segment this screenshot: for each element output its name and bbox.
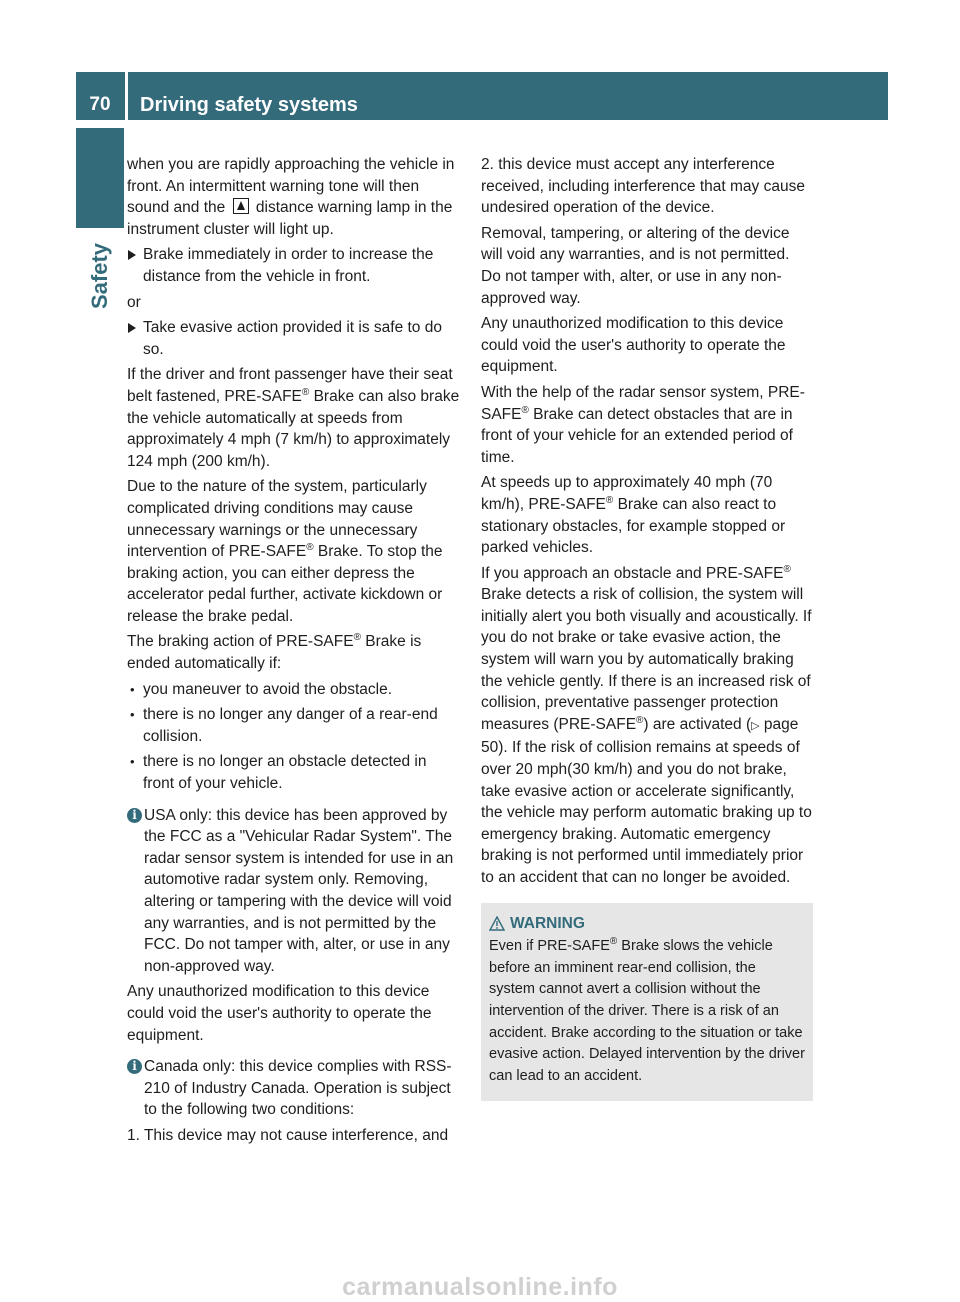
list-item [127, 704, 461, 747]
text: distance warning lamp in the instrument cluster will light up. [127, 199, 453, 238]
text: Brake slows the vehicle before an imminent rear-end collision, the system cannot avert a collision without the intervention of the driver. There is a risk of an accident. Brake according to the situation or take evasive action. Delayed intervention by the driver can lead to an accident. [489, 938, 805, 1084]
step-arrow-icon [128, 250, 136, 260]
page-reference-link[interactable]: page 50 [481, 715, 799, 757]
registered-mark: ® [609, 936, 618, 948]
info-note [127, 805, 461, 978]
text: Brake is ended automatically if: [127, 633, 422, 673]
info-icon: i [127, 1059, 142, 1074]
text: Brake can also brake the vehicle automatically at speeds from approximately 4 mph (7 km/h) to approximately 124 mph (200 km/h). [127, 387, 460, 470]
paragraph [481, 472, 813, 558]
page-number: 70 [89, 94, 111, 115]
registered-mark: ® [353, 632, 361, 644]
info-icon: i [127, 808, 142, 823]
registered-mark: ® [636, 714, 644, 726]
warning-header [489, 913, 805, 935]
right-column [481, 154, 813, 1101]
text: The braking action of PRE-SAFE [127, 633, 354, 651]
left-column [127, 154, 461, 1151]
text: Brake can detect obstacles that are in front of your vehicle for an extended period of time. [481, 405, 793, 466]
step-text: Brake immediately in order to increase the distance from the vehicle in front. [143, 246, 434, 285]
note-paragraph: 1. This device may not cause interference, and [127, 1126, 449, 1144]
text: Brake. To stop the braking action, you can either depress the accelerator pedal further, activate kickdown or release the brake pedal. [127, 543, 443, 625]
list-item-text: you maneuver to avoid the obstacle. [143, 680, 393, 698]
text: With the help of the radar sensor system, PRE-SAFE [481, 383, 805, 423]
bullet-icon: • [130, 681, 135, 697]
note-paragraph: Removal, tampering, or altering of the device will void any warranties, and is not permitted. Do not tamper with, alter, or use in any non-approved way. [481, 224, 790, 307]
footer-watermark: carmanualsonline.info [342, 1272, 618, 1301]
warning-triangle-icon [489, 916, 505, 931]
paragraph [127, 476, 461, 627]
paragraph [481, 382, 813, 468]
side-tab [76, 228, 124, 323]
text: Brake can also react to stationary obstacles, for example stopped or parked vehicles. [481, 495, 786, 557]
list-item [127, 751, 461, 794]
bullet-icon: • [130, 707, 135, 723]
step-item [127, 244, 461, 287]
registered-mark: ® [605, 494, 614, 506]
warning-box [481, 903, 813, 1102]
text: Brake detects a risk of collision, the system will initially alert you both visually and acoustically. If you do not brake or take evasive action, the system will warn you by automatically braking the vehicle gently. If there is an increased risk of collision, preventative passenger protection measures (PRE-SAFE [481, 586, 812, 733]
registered-mark: ® [521, 404, 529, 416]
note-text: USA only: this device has been approved by the FCC as a "Vehicular Radar System". The radar sensor system is intended for use in an automotive radar system only. Removing, altering or tampering with the device will void any warranties, and is not permitted by the FCC. Do not tamper with, alter, or use in any non-approved way. [144, 806, 454, 975]
text: when you are rapidly approaching the vehicle in front. An intermittent warning tone will then sound and the [127, 156, 455, 217]
text: ). If the risk of collision remains at speeds of over 20 mph(30 km/h) and you do not brake, take evasive action or accelerate significantly, the vehicle may perform automatic braking up to emergency braking. Automatic emergency braking is not performed until immediately prior to an accident that can no longer be avoided. [481, 739, 812, 886]
or-text: or [127, 293, 141, 311]
warning-title: WARNING [510, 914, 585, 932]
list-item [127, 679, 461, 701]
note-paragraph: Any unauthorized modification to this device could void the user's authority to operate the equipment. [481, 315, 786, 376]
registered-mark: ® [783, 563, 791, 575]
warning-text [489, 936, 805, 1087]
registered-mark: ® [301, 386, 310, 398]
text: Due to the nature of the system, particularly complicated driving conditions may cause unnecessary warnings or the unnecessary intervention of PRE-SAFE [127, 478, 427, 561]
text: ) are activated ( [643, 715, 752, 733]
text: If the driver and front passenger have their seat belt fastened, PRE-SAFE [127, 366, 453, 405]
paragraph [481, 563, 813, 889]
distance-warning-lamp-icon [233, 198, 249, 214]
list-item-text: there is no longer an obstacle detected in front of your vehicle. [143, 753, 427, 793]
bullet-icon: • [130, 754, 135, 770]
step-text: Take evasive action provided it is safe to do so. [143, 319, 442, 358]
info-note [127, 1056, 461, 1121]
note-text: Canada only: this device complies with RSS-210 of Industry Canada. Operation is subject to the following two conditions: [144, 1058, 452, 1119]
registered-mark: ® [306, 542, 314, 554]
note-paragraph: Any unauthorized modification to this device could void the user's authority to operate the equipment. [127, 983, 432, 1044]
section-title: Driving safety systems [140, 94, 358, 116]
note-paragraph: 2. this device must accept any interference received, including interference that may cause undesired operation of the device. [481, 156, 805, 217]
text: Even if PRE-SAFE [489, 938, 610, 955]
paragraph [127, 154, 461, 240]
header-divider [125, 72, 128, 120]
text: At speeds up to approximately 40 mph (70 km/h), PRE-SAFE [481, 474, 773, 513]
text: If you approach an obstacle and PRE-SAFE [481, 564, 784, 582]
step-item [127, 317, 461, 360]
side-tab-block [76, 128, 124, 228]
page-reference-arrow-icon: ▷ [751, 719, 760, 732]
side-tab-label: Safety [87, 242, 113, 309]
paragraph [127, 364, 461, 472]
step-arrow-icon [128, 323, 136, 333]
paragraph [127, 631, 461, 674]
list-item-text: there is no longer any danger of a rear-end collision. [143, 706, 438, 745]
